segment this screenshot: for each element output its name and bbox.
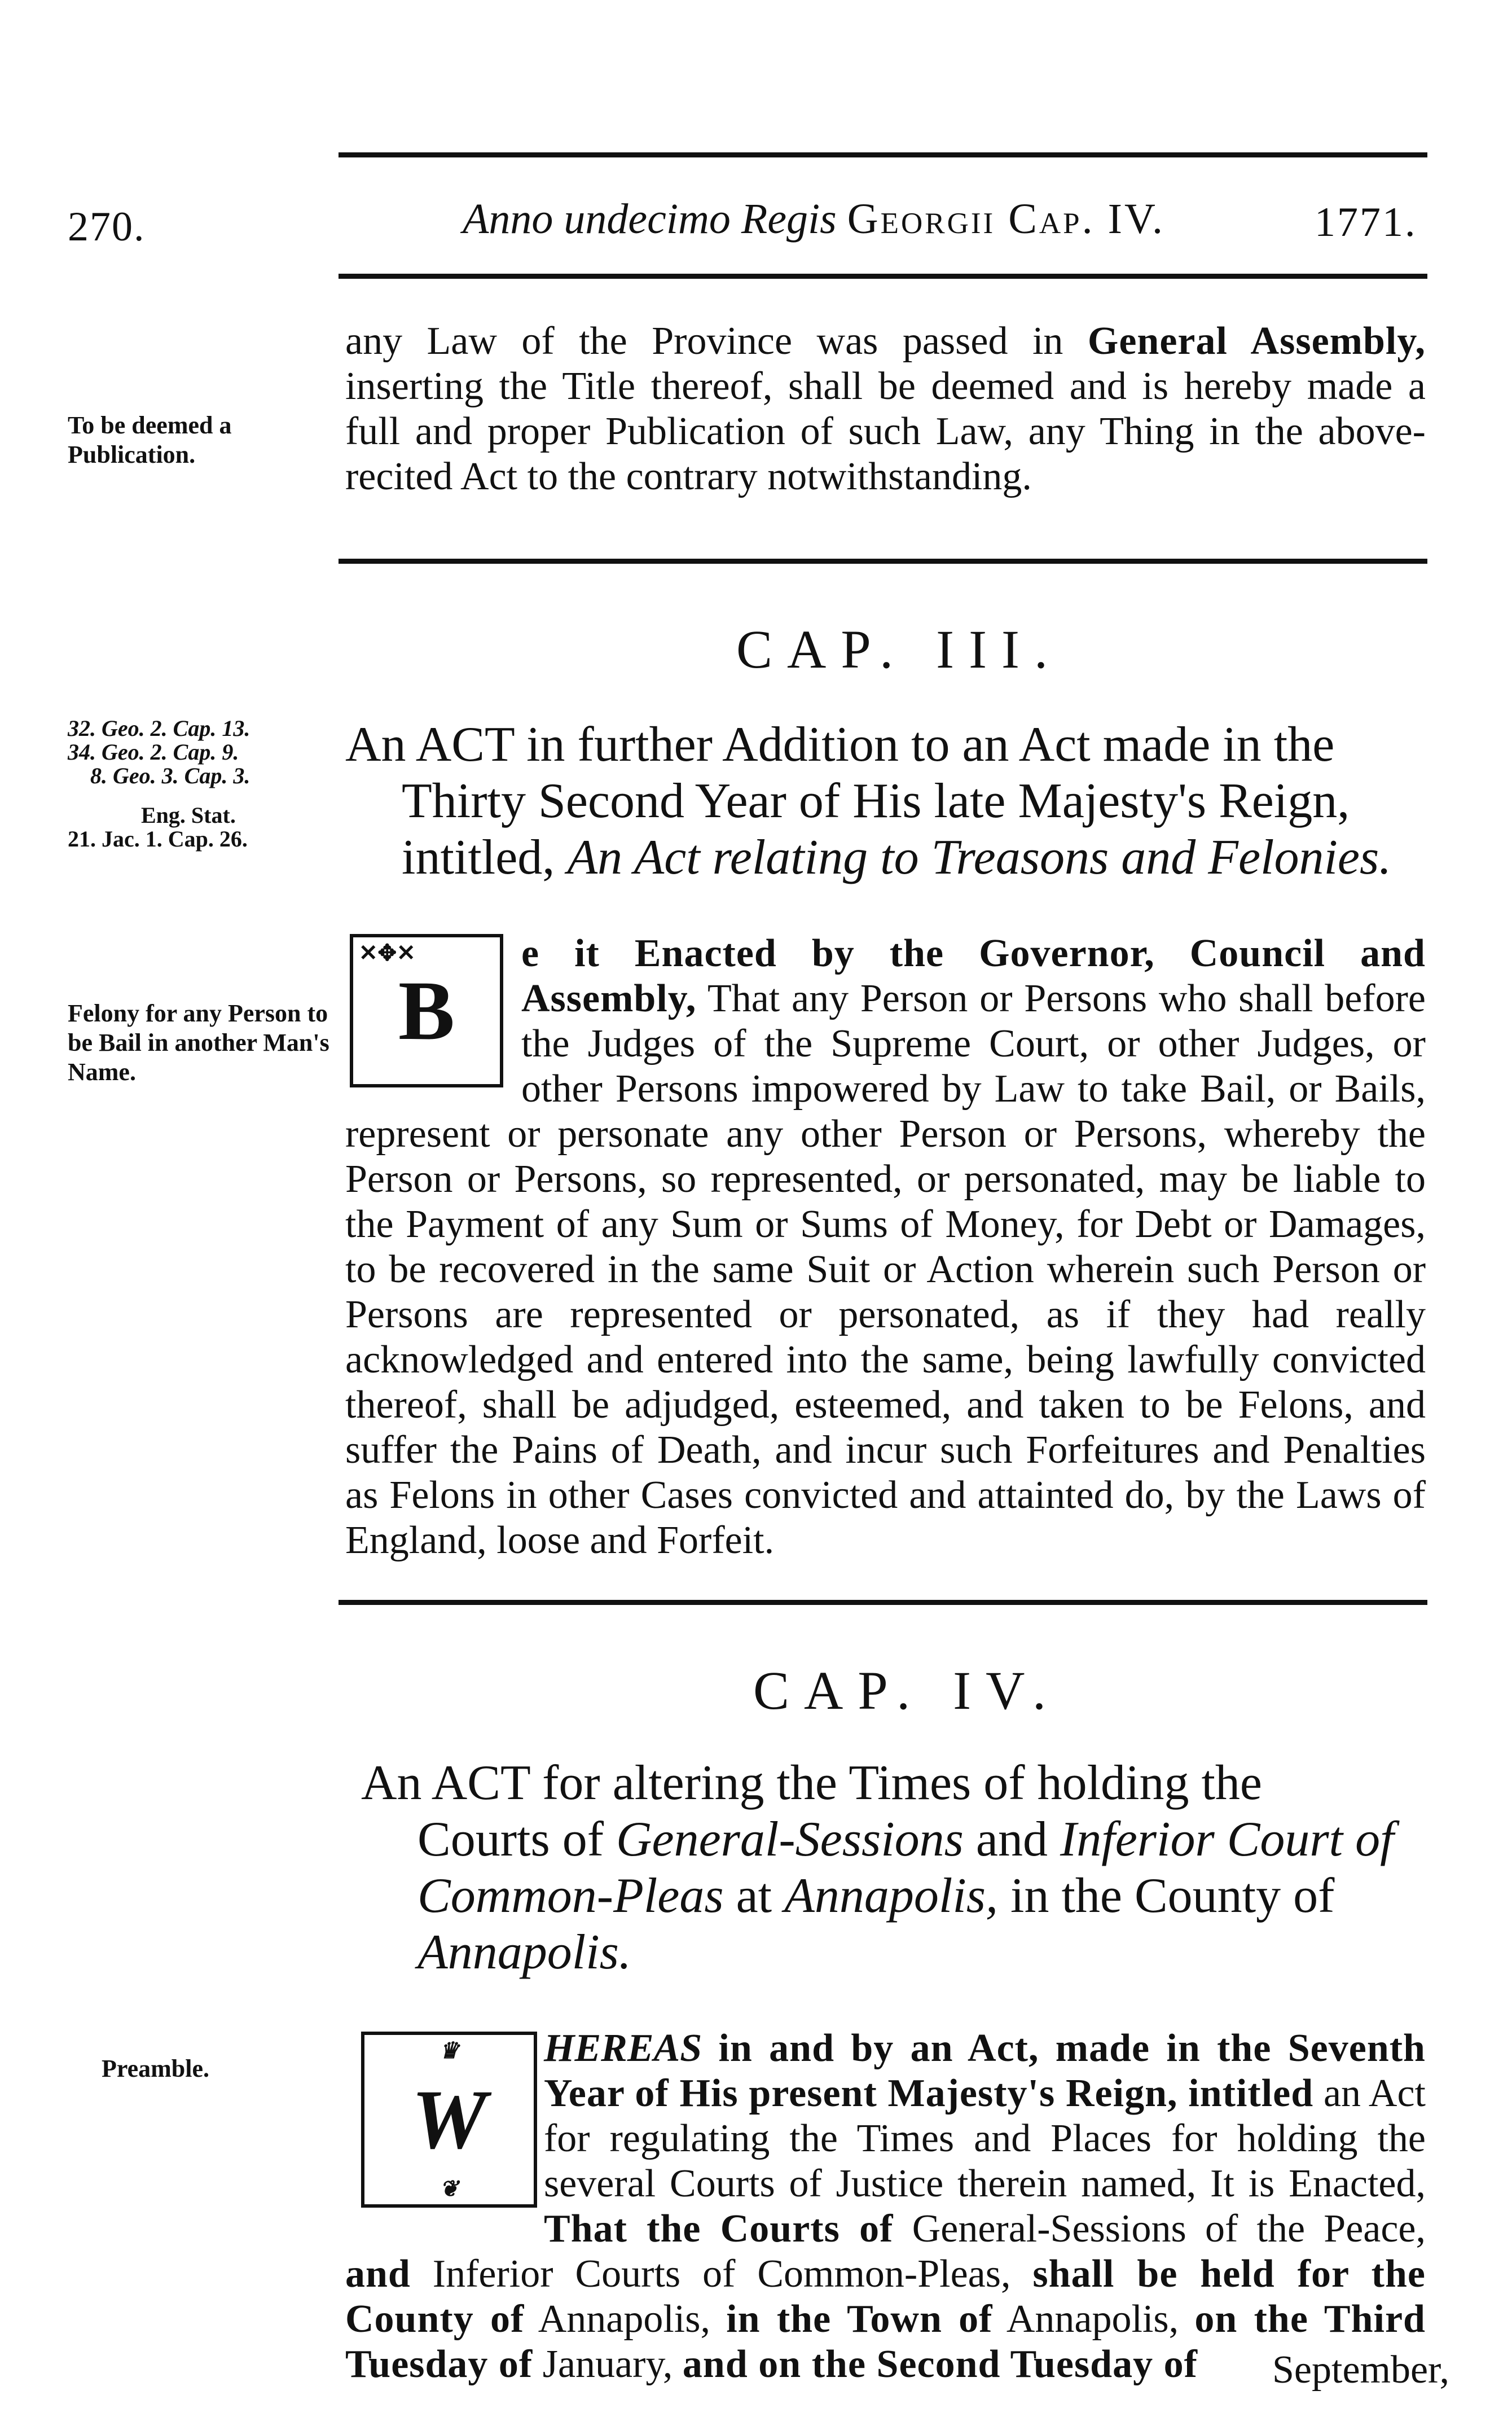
title-italic: Inferior Court of: [1060, 1812, 1394, 1867]
margin-ref: 34. Geo. 2. Cap. 9.: [68, 739, 239, 765]
margin-ref: 8. Geo. 3. Cap. 3.: [90, 763, 250, 788]
blackletter-text: on the Third Tuesday of: [345, 2297, 1426, 2386]
running-head-caps: Georgii Cap. IV.: [847, 195, 1166, 243]
continuation-text-black: General Assembly,: [1087, 319, 1426, 363]
cap-iii-margin-refs: [68, 717, 333, 851]
title-text: at: [723, 1868, 785, 1923]
section-rule-1: [339, 559, 1427, 564]
whereas-word: HEREAS: [544, 2027, 702, 2070]
roman-text: an Act for regulating the Times and Places for holding the several Courts of Justice therein named, It is Enacted,: [544, 2072, 1426, 2205]
title-text: and: [963, 1812, 1060, 1867]
cap-iii-title-line2: Thirty Second Year of His late Majesty's Reign,: [402, 774, 1350, 828]
continuation-text-pre: any Law of the Province was passed in: [345, 319, 1088, 363]
cap-iv-title-line3: [361, 1868, 1433, 1924]
margin-ref: 32. Geo. 2. Cap. 13.: [68, 716, 250, 741]
margin-jac-ref: 21. Jac. 1. Cap. 26.: [68, 826, 248, 852]
blackletter-text: shall be held for the County of: [345, 2252, 1426, 2341]
roman-text: January,: [533, 2343, 683, 2386]
drop-cap-spacer: [345, 2026, 526, 2252]
ornament-star-icon: ✕✥✕: [359, 940, 416, 966]
cap-iii-title-intitled: intitled,: [402, 830, 568, 885]
title-italic: General-Sessions: [616, 1812, 964, 1867]
roman-text: General-Sessions of the Peace,: [893, 2207, 1426, 2251]
continuation-text-post: inserting the Title thereof, shall be deemed and is hereby made a full and proper Publication of such Law, any Thing in the above-recited Act to the contrary notwithstanding.: [345, 365, 1426, 498]
margin-note-publication: To be deemed a Publication.: [68, 411, 232, 468]
drop-cap-letter: W: [411, 2073, 487, 2166]
blackletter-text: and on the Second Tuesday of: [682, 2343, 1198, 2386]
ornament-flourish-icon: ❦: [439, 2176, 459, 2201]
header-top-rule: [339, 152, 1427, 157]
cap-iii-title: [345, 717, 1426, 886]
ornament-crown-icon: ♛: [439, 2038, 459, 2063]
margin-note-felony: Felony for any Person to be Bail in another Man's Name.: [68, 999, 329, 1086]
cap-iii-paragraph: [345, 931, 1426, 1562]
roman-text: Inferior Courts of Common-Pleas,: [410, 2252, 1033, 2296]
title-italic: Annapolis.: [417, 1925, 631, 1980]
margin-eng-stat: Eng. Stat.: [141, 802, 236, 828]
blackletter-text: in the Town of: [726, 2297, 993, 2341]
running-head: [463, 195, 1165, 244]
blackletter-text: and: [345, 2252, 411, 2296]
blackletter-text: That the Courts of: [544, 2207, 894, 2251]
blackletter-text: in and by an Act, made in the Seventh Year of His present Majesty's Reign, intitled: [544, 2027, 1426, 2115]
header-bottom-rule: [339, 274, 1427, 279]
roman-text: Annapolis,: [992, 2297, 1195, 2341]
section-rule-2: [339, 1600, 1427, 1605]
page-number: 270.: [68, 204, 146, 250]
cap-iv-title-line2: [361, 1811, 1433, 1868]
cap-iii-title-line3: [345, 830, 1426, 886]
title-italic: Common-Pleas: [417, 1868, 724, 1923]
title-text: in the County of: [998, 1868, 1335, 1923]
cap-iii-enacting-clause: e it Enacted by the Governor, Council and Assembly,: [521, 932, 1426, 1020]
catchword: September,: [1272, 2348, 1450, 2392]
title-text: Courts of: [417, 1812, 616, 1867]
drop-cap-spacer: [345, 931, 503, 1112]
running-head-italic: Anno undecimo Regis: [463, 195, 847, 243]
cap-iii-heading: CAP. III.: [736, 619, 1063, 679]
continuation-paragraph: [345, 319, 1426, 511]
cap-iii-title-italic: An Act relating to Treasons and Felonies.: [567, 830, 1392, 885]
cap-iv-title: [361, 1755, 1433, 1981]
cap-iii-title-line1: An ACT in further Addition to an Act made in the: [345, 717, 1335, 772]
roman-text: Annapolis,: [524, 2297, 727, 2341]
header-year: 1771.: [1315, 199, 1417, 245]
title-italic: Annapolis,: [784, 1868, 999, 1923]
margin-note-preamble: Preamble.: [102, 2055, 210, 2082]
cap-iv-title-line4: [361, 1924, 1433, 1981]
cap-iv-heading: CAP. IV.: [753, 1660, 1061, 1721]
drop-cap-letter: B: [398, 964, 455, 1058]
cap-iii-body-text: That any Person or Persons who shall before the Judges of the Supreme Court, or other Judges, or other Persons impowered by Law to take Bail, or Bails, represent or personate any other Person or Persons, whereby the Person or Persons, so represented, or personated, may be liable to the Payment of any Sum or Sums of Money, for Debt or Damages, to be recovered in the same Suit or Action wherein such Person or Persons are represented or personated, as if they had really acknowledged and entered into the same, being lawfully convicted thereof, shall be adjudged, esteemed, and taken to be Felons, and suffer the Pains of Death, and incur such Forfeitures and Penalties as Felons in other Cases convicted and attainted do, by the Laws of England, loose and Forfeit.: [345, 977, 1426, 1562]
cap-iv-title-line1: An ACT for altering the Times of holding the: [361, 1756, 1262, 1810]
